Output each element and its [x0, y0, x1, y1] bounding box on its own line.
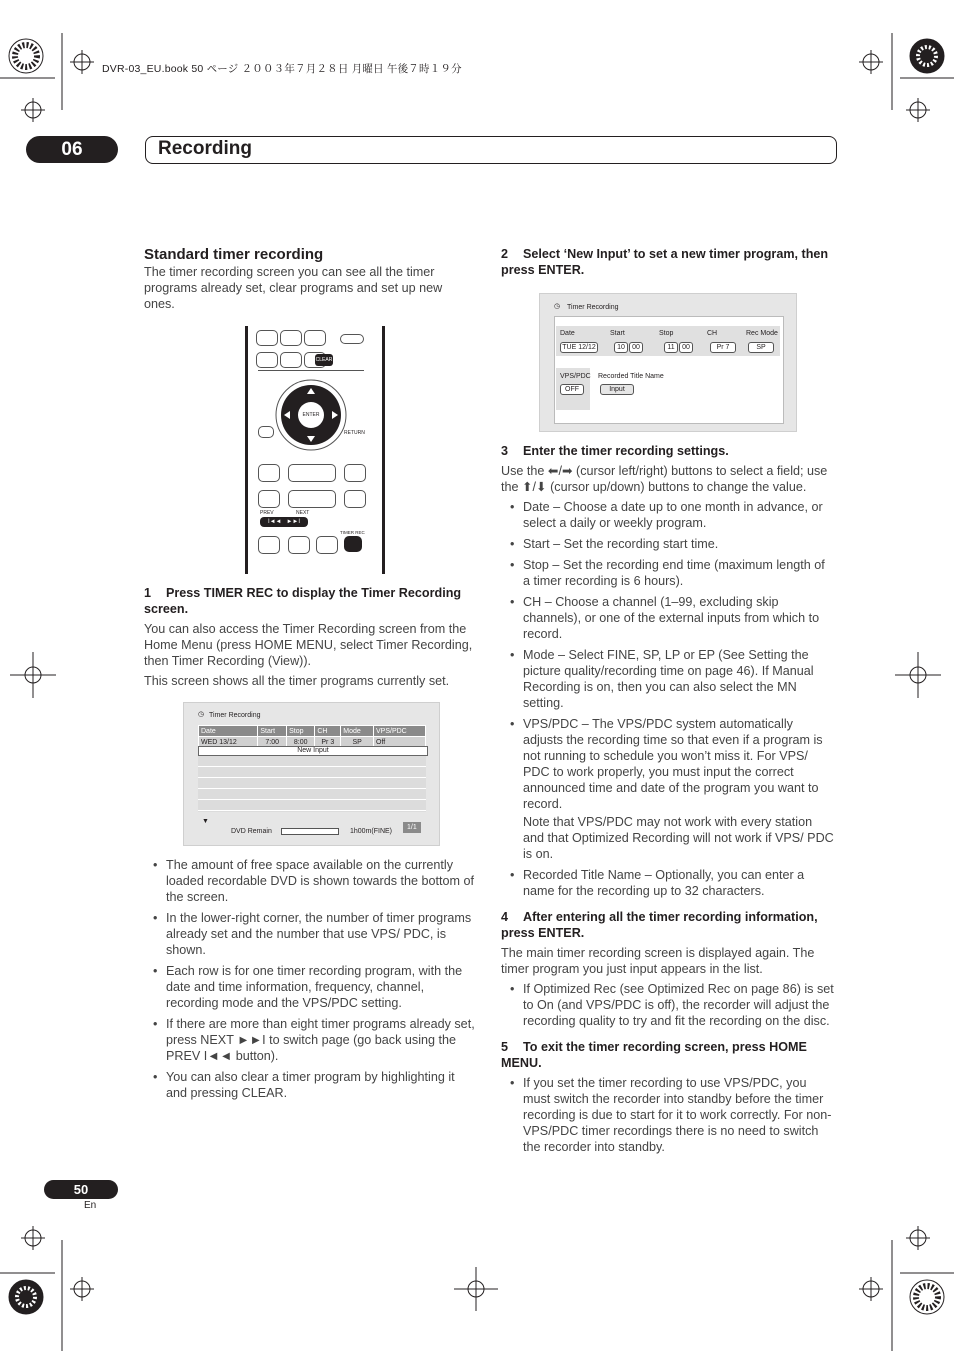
stop-hour-field[interactable]: 11 — [664, 342, 678, 353]
clear-button[interactable]: CLEAR — [315, 354, 333, 366]
list-item: • Date – Choose a date up to one month in advance, or select a daily or weekly program. — [501, 499, 835, 531]
list-item: • VPS/PDC – The VPS/PDC system automatically adjusts the recording time so that even if a program is not running to schedule you won’t miss it. For VPS/ PDC to work properly, you must input the correct announced time and date of the program you want to record. — [501, 716, 835, 812]
dvd-remain-label: DVD Remain — [231, 828, 272, 835]
step5-heading: 5 To exit the timer recording screen, press HOME MENU. — [501, 1040, 807, 1070]
list-item: • Each row is for one timer recording program, with the date and time information, frequency, channel, recording mode and the VPS/PDC setting. — [144, 963, 476, 1011]
step1-heading: 1 Press TIMER REC to display the Timer Recording screen. — [144, 586, 462, 616]
vps-note: Note that VPS/PDC may not work with every station and that Optimized Recording will not work if VPS/ PDC is on. — [523, 815, 834, 861]
step2-heading: 2 Select ‘New Input’ to set a new timer program, then press ENTER. — [501, 247, 829, 277]
step3-body: Use the ⬅/➡ (cursor left/right) buttons to select a field; use the ⬆/⬇ (cursor up/down) buttons to change the value. — [501, 464, 828, 494]
remote-control-illustration — [245, 326, 385, 574]
step4-heading: 4 After entering all the timer recording information, press ENTER. — [501, 910, 818, 940]
timer-rec-label: TIMER REC — [340, 530, 365, 535]
page-number: 50 — [44, 1180, 118, 1199]
left-column — [144, 246, 474, 316]
date-field[interactable]: TUE 12/12 — [560, 342, 598, 353]
step2-block — [501, 246, 835, 282]
new-input-row[interactable]: New Input — [198, 746, 428, 756]
step3-heading: 3 Enter the timer recording settings. — [501, 444, 729, 458]
timer-list-screen: ◷ Timer Recording Date Start Stop CH Mode VPS/PDC WED 13/12 7:00 8:00 Pr 3 SP Off New Input ▼ DVD Remain 1h00m(FINE) 1/1 — [183, 702, 440, 846]
screen2-title: Timer Recording — [567, 304, 619, 311]
chapter-number: 06 — [26, 136, 118, 163]
step1-body2: This screen shows all the timer programs currently set. — [144, 674, 450, 688]
list-item: • Mode – Select FINE, SP, LP or EP (See Setting the picture quality/recording time on page 46). If Manual Recording is on, then you can also select the MN setting. — [501, 647, 835, 711]
clock-icon: ◷ — [554, 303, 561, 310]
page-indicator: 1/1 — [403, 822, 421, 833]
step4-body: The main timer recording screen is displayed again. The timer program you just input appears in the list. — [501, 946, 815, 976]
list-item: • CH – Choose a channel (1–99, excluding skip channels), or one of the external inputs from which to record. — [501, 594, 835, 642]
screen1-title: Timer Recording — [209, 712, 261, 719]
clock-icon: ◷ — [198, 711, 205, 718]
vps-field[interactable]: OFF — [560, 384, 584, 395]
step1-body: You can also access the Timer Recording screen from the Home Menu (press HOME MENU, select Timer Recording, then Timer Recording (View)). — [144, 622, 473, 668]
book-info-line: DVR-03_EU.book 50 ページ ２００３年７月２８日 月曜日 午後７時１９分 — [102, 63, 462, 75]
title-input-button[interactable]: Input — [600, 384, 634, 395]
list-item: • If Optimized Rec (see Optimized Rec on page 86) is set to On (and VPS/PDC is off), the recorder will adjust the recording quality to try and fit the recording on the disc. — [501, 981, 835, 1029]
ch-field[interactable]: Pr 7 — [710, 342, 736, 353]
list-item: • Stop – Set the recording end time (maximum length of a timer recording is 6 hours). — [501, 557, 835, 589]
timer-rec-button[interactable] — [344, 536, 362, 552]
prev-label: PREV — [260, 510, 274, 516]
language-code: En — [84, 1200, 97, 1211]
empty-rows — [198, 756, 426, 812]
start-min-field[interactable]: 00 — [629, 342, 643, 353]
step1-block — [144, 585, 476, 693]
timer-table: Date Start Stop CH Mode VPS/PDC WED 13/12 7:00 8:00 Pr 3 SP Off — [198, 725, 426, 748]
next-label: NEXT — [296, 510, 310, 516]
remain-value: 1h00m(FINE) — [350, 828, 393, 835]
prev-next-buttons[interactable]: I◄◄ ►►I — [260, 517, 308, 527]
list-item: • The amount of free space available on the currently loaded recordable DVD is shown towards the bottom of the screen. — [144, 857, 476, 905]
list-item: • If you set the timer recording to use VPS/PDC, you must switch the recorder into standby before the timer recording is due to start for it to work correctly. For non-VPS/PDC timer recordings there is no need to switch the recorder into standby. — [501, 1075, 835, 1155]
left-bullets — [144, 857, 476, 1106]
stop-min-field[interactable]: 00 — [679, 342, 693, 353]
remain-bar — [281, 828, 339, 835]
list-item: • If there are more than eight timer programs already set, press NEXT ►►I to switch page (go back using the PREV I◄◄ button). — [144, 1016, 476, 1064]
section-title: Standard timer recording — [144, 246, 324, 263]
list-item: • In the lower-right corner, the number of timer programs already set and the number that use VPS/ PDC, is shown. — [144, 910, 476, 958]
list-item: • Recorded Title Name – Optionally, you can enter a name for the recording up to 32 characters. — [501, 867, 835, 899]
rec-mode-field[interactable]: SP — [748, 342, 774, 353]
enter-label: ENTER — [302, 412, 320, 418]
return-label: RETURN — [344, 430, 365, 436]
list-item: • Start – Set the recording start time. — [501, 536, 835, 552]
table-row: WED 13/12 7:00 8:00 Pr 3 SP Off — [199, 737, 426, 748]
list-item: • You can also clear a timer program by highlighting it and pressing CLEAR. — [144, 1069, 476, 1101]
start-hour-field[interactable]: 10 — [614, 342, 628, 353]
intro-text: The timer recording screen you can see all the timer programs already set, clear programs and set up new ones. — [144, 265, 443, 311]
right-steps — [501, 443, 835, 1160]
timer-input-screen: ◷ Timer Recording Date TUE 12/12 Start 10 00 Stop 11 00 CH Pr 7 Rec Mode SP VPS/PDC OFF Recorded Title Name Input — [539, 293, 797, 432]
chapter-title: Recording — [158, 138, 252, 159]
